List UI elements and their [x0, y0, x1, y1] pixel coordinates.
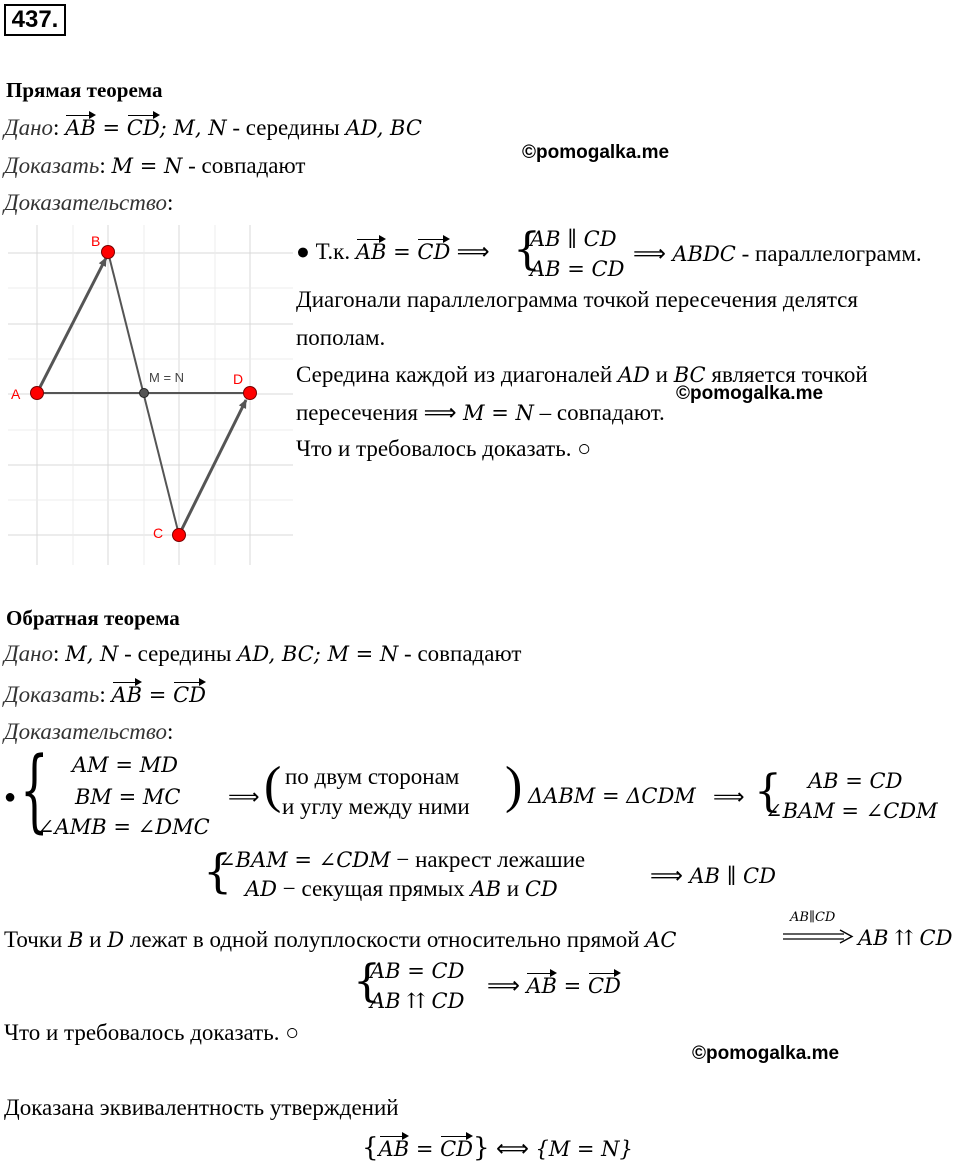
parallelogram-figure [8, 225, 293, 565]
iff-arrow: ⟺ [489, 1135, 536, 1161]
point-c [173, 529, 186, 542]
long-implies-arrow [782, 929, 854, 945]
implies-arrow: ⟹ [713, 784, 745, 809]
line-cd: CD [524, 877, 558, 901]
proof-label: Доказательство [4, 719, 168, 744]
step4-text-end: – совпадают. [533, 400, 665, 425]
point-d [244, 387, 257, 400]
vector-cd-arrow [179, 400, 246, 535]
equals-sign: = [142, 683, 174, 707]
converse-proof-label: Доказательство: [4, 719, 174, 744]
alternate-angles-text: − накрест лежашие [390, 847, 586, 872]
direct-prove: Доказать: M = N - совпадают [4, 153, 306, 178]
step4-expression: M = N [463, 401, 534, 425]
left-paren: ( [264, 757, 282, 814]
direct-proof-label: Доказательство: [4, 190, 174, 215]
equals-sign: = [386, 240, 418, 264]
watermark: ©pomogalka.me [692, 1043, 840, 1064]
equals-sign: = [556, 974, 588, 998]
result-line-2: ∠BAM = ∠CDM [765, 799, 938, 823]
and-text: и [501, 876, 525, 901]
diagonal-bc: BC [673, 363, 706, 387]
given-label: Дано [4, 641, 54, 666]
step4-text: пересечения [296, 400, 424, 425]
parallelogram-text: - параллелограмм. [735, 241, 922, 266]
point-b [102, 246, 115, 259]
result-brace: { [754, 766, 782, 817]
vector-ab: AB [355, 240, 387, 264]
system2-line-2 [245, 876, 558, 902]
line-ab: AB [470, 877, 502, 901]
implies-arrow: ⟹ [487, 972, 527, 998]
vector-cd: CD [587, 974, 621, 998]
system2-brace: { [203, 844, 233, 898]
point-b-ref: B [68, 928, 84, 952]
vector-cd: CD [417, 240, 451, 264]
system1-line2: AB = CD [530, 257, 625, 281]
implies-arrow: ⟹ [633, 240, 673, 266]
equals-sign: = [95, 116, 127, 140]
right-paren: ) [505, 757, 523, 814]
problem-number: 437. [4, 4, 66, 36]
watermark: ©pomogalka.me [522, 142, 670, 163]
given-text: - середины [226, 115, 346, 140]
system3-brace: { [353, 956, 381, 1007]
vector-cd: CD [173, 683, 206, 707]
parallel-result [650, 862, 776, 889]
prove-expression: M = N [111, 154, 183, 178]
proof-step-1-result [633, 240, 922, 267]
system-line-1: AM = MD [72, 753, 178, 777]
angle-equality: ∠BAM = ∠CDM [218, 848, 391, 872]
arrow-condition: AB∥CD [790, 910, 836, 925]
equals-sign: = [409, 1137, 441, 1161]
diagonal-ad: AD [617, 363, 650, 387]
label-a: A [11, 386, 21, 402]
figure-name: ABDC [672, 242, 736, 266]
secant-ad: AD [245, 877, 278, 901]
reason-line-2: и углу между ними [282, 794, 470, 819]
converse-given: Дано: M, N - середины AD, BC; M = N - совпадают [4, 641, 522, 666]
proof-step-2-line-1: Диагонали параллелограмма точкой пересечения делятся [296, 287, 858, 312]
direct-qed: Что и требовалось доказать. ○ [296, 436, 592, 461]
direct-given: Дано: AB = CD; M, N - середины AD, BC [4, 115, 422, 140]
vector-ab: AB [526, 974, 557, 998]
given-label: Дано [4, 115, 54, 140]
point-d-ref: D [107, 928, 125, 952]
watermark: ©pomogalka.me [676, 383, 824, 404]
result-line-1: AB = CD [808, 769, 903, 793]
converse-theorem-heading: Обратная теорема [6, 606, 180, 630]
system3-line-2: AB ⇈ CD [370, 989, 465, 1013]
conclusion-text: Доказана эквивалентность утверждений [4, 1095, 399, 1120]
label-b: B [91, 233, 101, 249]
right-statement: {M = N} [535, 1137, 633, 1161]
vector-ab: AB [111, 683, 143, 707]
half-plane-text: лежат в одной полуплоскости относительно прямой [124, 927, 646, 952]
prove-label: Доказать [4, 153, 100, 178]
reason-line-1: по двум сторонам [285, 764, 460, 789]
line-ac: AC [645, 928, 677, 952]
right-brace: } [473, 1133, 490, 1163]
system2-line-1 [218, 847, 585, 873]
system3-result [487, 972, 621, 999]
proof-step-2-line-2: пополам. [296, 325, 386, 350]
label-c: C [153, 525, 164, 541]
converse-prove: Доказать: AB = CD [4, 682, 206, 707]
given-text: - середины [118, 641, 238, 666]
given-segments: AD, BC; M = N [237, 642, 399, 666]
given-segments: AD, BC [345, 116, 422, 140]
vector-ab-arrow [37, 258, 106, 393]
given-text-end: - совпадают [398, 641, 522, 666]
proof-step-1 [296, 238, 490, 265]
vector-cd: CD [126, 116, 160, 140]
prove-label: Доказать [4, 682, 100, 707]
step3-and: и [649, 362, 674, 387]
system-brace: { [20, 738, 49, 843]
system-line-2: BM = MC [75, 785, 181, 809]
prove-text: - совпадают [182, 153, 306, 178]
system3-line-1: AB = CD [370, 959, 465, 983]
direct-theorem-heading: Прямая теорема [6, 78, 163, 102]
label-mn: M = N [149, 370, 185, 385]
points-text: Точки [4, 927, 69, 952]
codirectional-expression: AB ⇈ CD [858, 926, 953, 950]
given-points: M, N [65, 642, 119, 666]
triangle-equality: ΔABM = ΔCDM [528, 784, 696, 808]
bullet-lead: ● Т.к. [296, 239, 356, 264]
secant-text: − секущая прямых [277, 876, 471, 901]
system1-line1: AB ∥ CD [530, 227, 617, 251]
and-text: и [83, 927, 108, 952]
step3-text: Середина каждой из диагоналей [296, 362, 618, 387]
vector-ab: AB [65, 116, 96, 140]
proof-step-4 [296, 399, 665, 426]
implies-arrow: ⟹ [650, 862, 690, 888]
left-brace: { [362, 1133, 379, 1163]
step3-text-end: является точкой [705, 362, 868, 387]
system-line-3: ∠AMB = ∠DMC [37, 815, 210, 839]
bullet: ● [4, 786, 17, 808]
given-points: ; M, N [159, 116, 227, 140]
vector-ab: AB [378, 1137, 410, 1161]
implies-arrow: ⟹ [228, 784, 260, 809]
point-a [31, 387, 44, 400]
label-d: D [233, 371, 244, 387]
implies-arrow: ⟹ [423, 399, 464, 425]
parallel-expression: AB ∥ CD [689, 864, 776, 888]
point-mn [140, 389, 149, 398]
converse-qed: Что и требовалось доказать. ○ [4, 1020, 300, 1045]
vector-cd: CD [440, 1137, 474, 1161]
system-brace: { [513, 224, 541, 275]
implies-arrow: ⟹ [450, 238, 490, 264]
proof-label: Доказательство [4, 190, 168, 215]
half-plane-statement [4, 927, 677, 953]
equivalence [362, 1133, 633, 1163]
